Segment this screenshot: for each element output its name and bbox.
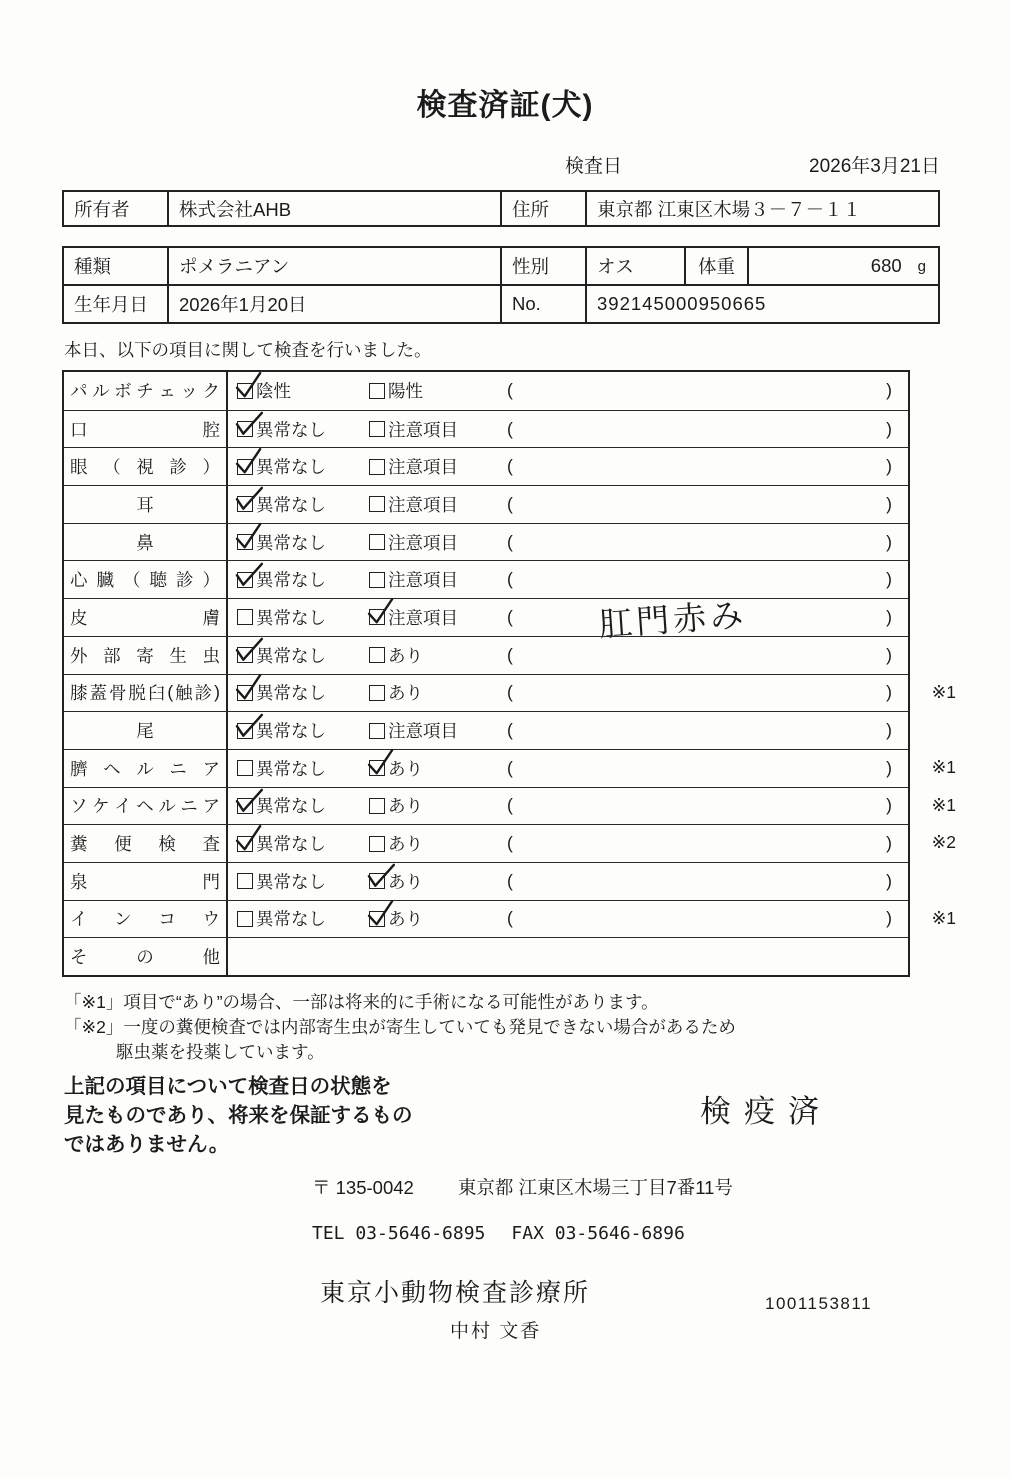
paren-close: ) xyxy=(886,456,892,477)
checkbox xyxy=(369,572,385,588)
exam-option-1-label: 異常なし xyxy=(256,532,326,553)
checkbox xyxy=(369,459,385,475)
id-number-value: 392145000950665 xyxy=(585,286,938,322)
exam-option-2-label: 注意項目 xyxy=(388,607,458,628)
check-mark-icon xyxy=(232,485,264,513)
paren-close: ) xyxy=(886,795,892,816)
checkbox xyxy=(237,459,253,475)
exam-row xyxy=(64,485,908,523)
paren-open: ( xyxy=(507,757,513,778)
paren-close: ) xyxy=(886,380,892,401)
exam-item-label: ソ ケ イ ヘ ル ニ ア xyxy=(64,788,228,825)
exam-row-content xyxy=(228,561,908,598)
check-mark-icon xyxy=(232,561,264,589)
exam-option-1 xyxy=(237,567,369,592)
weight-label: 体重 xyxy=(684,248,747,284)
checkbox xyxy=(237,647,253,663)
paren-close: ) xyxy=(886,644,892,665)
exam-row xyxy=(64,372,908,410)
paren-close: ) xyxy=(886,531,892,552)
paren-close: ) xyxy=(886,833,892,854)
footnote-1: 「※1」項目で“あり”の場合、一部は将来的に手術になる可能性があります。 xyxy=(64,992,659,1012)
exam-option-1-label: 異常なし xyxy=(256,758,326,779)
breed-value: ポメラニアン xyxy=(167,248,500,284)
exam-remarks-field xyxy=(507,380,908,401)
exam-option-1 xyxy=(237,492,369,517)
exam-option-2-label: 注意項目 xyxy=(388,494,458,515)
paren-open: ( xyxy=(507,606,513,627)
exam-remarks-field xyxy=(507,682,908,703)
birthdate-value: 2026年1月20日 xyxy=(167,286,500,322)
pet-table-row1 xyxy=(62,246,940,286)
checkbox xyxy=(237,383,253,399)
exam-option-2-label: あり xyxy=(388,796,423,817)
disclaimer-line-2: 見たものであり、将来を保証するもの xyxy=(64,1104,413,1127)
exam-option-2-label: 注意項目 xyxy=(388,570,458,591)
exam-remarks-field xyxy=(507,569,908,590)
exam-option-1 xyxy=(237,605,369,630)
clinic-tel: TEL 03-5646-6895 xyxy=(312,1223,486,1244)
exam-option-2-label: あり xyxy=(388,758,423,779)
exam-option-2 xyxy=(369,793,507,818)
clinic-postal-code: 〒 135-0042 xyxy=(312,1177,414,1198)
exam-option-1 xyxy=(237,378,369,403)
exam-option-1 xyxy=(237,643,369,668)
checkbox xyxy=(369,647,385,663)
exam-row-content xyxy=(228,524,908,561)
paren-open: ( xyxy=(507,682,513,703)
exam-option-2-label: あり xyxy=(388,645,423,666)
inspection-date-row xyxy=(62,151,940,177)
paren-close: ) xyxy=(886,569,892,590)
exam-option-2 xyxy=(369,643,507,668)
exam-option-1-label: 異常なし xyxy=(256,721,326,742)
exam-option-1-label: 異常なし xyxy=(256,683,326,704)
birthdate-label: 生年月日 xyxy=(74,294,149,315)
exam-option-1 xyxy=(237,454,369,479)
owner-value: 株式会社AHB xyxy=(167,192,500,225)
checkbox xyxy=(369,685,385,701)
owner-address-value: 東京都 江東区木場３－７－１１ xyxy=(585,192,938,225)
checkbox xyxy=(237,760,253,776)
footnotes xyxy=(64,990,1010,1065)
exam-footnote-mark: ※1 xyxy=(931,907,956,928)
exam-row xyxy=(64,595,908,644)
checkbox xyxy=(237,609,253,625)
exam-remarks-field xyxy=(507,720,908,741)
checkbox xyxy=(237,534,253,550)
clinic-fax: FAX 03-5646-6896 xyxy=(511,1223,685,1244)
exam-row-content xyxy=(228,372,908,410)
exam-row-content xyxy=(228,901,908,938)
exam-option-2 xyxy=(369,417,507,442)
exam-row-content xyxy=(228,712,908,749)
inspection-date-label: 検査日 xyxy=(565,156,623,177)
exam-remarks-field xyxy=(507,871,908,892)
exam-option-2 xyxy=(369,454,507,479)
exam-option-1 xyxy=(237,680,369,705)
quarantine-done-stamp: 検疫済 xyxy=(700,1094,832,1129)
exam-option-1-label: 異常なし xyxy=(256,909,326,930)
exam-option-1 xyxy=(237,906,369,931)
owner-address-label: 住所 xyxy=(500,192,585,225)
exam-row xyxy=(64,636,908,674)
exam-item-label: 膝 蓋 骨 脱 臼 ( 触 診 ) xyxy=(64,675,228,712)
exam-remarks-field xyxy=(507,758,908,779)
check-mark-icon xyxy=(232,448,264,476)
exam-row xyxy=(64,937,908,975)
exam-row xyxy=(64,711,908,749)
exam-item-label: 皮 膚 xyxy=(64,599,228,636)
exam-option-2 xyxy=(369,492,507,517)
paren-open: ( xyxy=(507,870,513,891)
check-mark-icon xyxy=(232,825,264,853)
exam-remarks-field xyxy=(507,908,908,929)
check-mark-icon xyxy=(364,862,396,890)
exam-row-content xyxy=(228,788,908,825)
checkbox xyxy=(369,760,385,776)
paren-close: ) xyxy=(886,606,892,627)
exam-option-2 xyxy=(369,378,507,403)
exam-option-1-label: 異常なし xyxy=(256,607,326,628)
paren-close: ) xyxy=(886,493,892,514)
exam-row xyxy=(64,824,956,862)
owner-table xyxy=(62,190,940,227)
exam-row-content xyxy=(228,675,908,712)
exam-option-1 xyxy=(237,417,369,442)
paren-open: ( xyxy=(507,456,513,477)
exam-remarks-field xyxy=(507,595,908,644)
paren-open: ( xyxy=(507,531,513,552)
exam-option-1-label: 異常なし xyxy=(256,871,326,892)
exam-option-1-label: 異常なし xyxy=(256,796,326,817)
exam-row-content xyxy=(228,411,908,448)
check-mark-icon xyxy=(364,900,396,928)
checkbox xyxy=(369,723,385,739)
paren-close: ) xyxy=(886,908,892,929)
exam-option-2 xyxy=(369,718,507,743)
exam-option-1-label: 異常なし xyxy=(256,494,326,515)
checkbox xyxy=(369,496,385,512)
exam-row xyxy=(64,900,956,938)
checkbox xyxy=(237,911,253,927)
exam-item-label: 臍 ヘ ル ニ ア xyxy=(64,750,228,787)
exam-item-label: 眼 （ 視 診 ） xyxy=(64,448,228,485)
paren-close: ) xyxy=(886,682,892,703)
exam-option-2 xyxy=(369,831,507,856)
exam-row-content xyxy=(228,863,908,900)
exam-option-1 xyxy=(237,718,369,743)
exam-option-1-label: 異常なし xyxy=(256,645,326,666)
checkbox xyxy=(369,911,385,927)
clinic-address-row xyxy=(312,1174,1010,1200)
checkbox xyxy=(369,609,385,625)
exam-row xyxy=(64,523,908,561)
exam-option-2-label: 陽性 xyxy=(388,381,423,402)
checkbox xyxy=(369,798,385,814)
paren-close: ) xyxy=(886,418,892,439)
exam-option-2-label: あり xyxy=(388,871,423,892)
exam-footnote-mark: ※1 xyxy=(931,681,956,702)
exam-row-content xyxy=(228,938,908,975)
paren-open: ( xyxy=(507,908,513,929)
sex-value: オス xyxy=(585,248,684,284)
checkbox xyxy=(369,534,385,550)
paren-open: ( xyxy=(507,493,513,514)
exam-option-1-label: 異常なし xyxy=(256,834,326,855)
footnote-2-continued: 駆虫薬を投薬しています。 xyxy=(116,1042,325,1062)
exam-footnote-mark: ※1 xyxy=(931,794,956,815)
check-mark-icon xyxy=(364,598,396,626)
clinic-name: 東京小動物検査診療所 xyxy=(320,1279,591,1307)
exam-option-2-label: 注意項目 xyxy=(388,419,458,440)
exam-remarks-field xyxy=(507,456,908,477)
clinic-address: 東京都 江東区木場三丁目7番11号 xyxy=(457,1177,733,1198)
exam-row xyxy=(64,674,956,712)
id-number-label: No. xyxy=(500,286,585,322)
exam-item-label: 心 臓 （ 聴 診 ） xyxy=(64,561,228,598)
inspection-date-value: 2026年3月21日 xyxy=(809,156,940,177)
checkbox xyxy=(237,572,253,588)
exam-remarks-field xyxy=(507,645,908,666)
veterinarian-name: 中村 文香 xyxy=(450,1321,542,1342)
exam-row-content xyxy=(228,637,908,674)
pet-table-row2 xyxy=(62,286,940,324)
exam-footnote-mark: ※2 xyxy=(931,832,956,853)
check-mark-icon xyxy=(232,712,264,740)
checkbox xyxy=(369,836,385,852)
weight-number: 680 xyxy=(870,255,902,276)
exam-option-2-label: 注意項目 xyxy=(388,457,458,478)
exam-option-2-label: あり xyxy=(388,834,423,855)
paren-open: ( xyxy=(507,644,513,665)
paren-close: ) xyxy=(886,757,892,778)
exam-remarks-field xyxy=(507,419,908,440)
exam-row xyxy=(64,560,908,598)
exam-item-label: 外 部 寄 生 虫 xyxy=(64,637,228,674)
exam-row xyxy=(64,447,908,485)
checkbox xyxy=(369,873,385,889)
exam-option-2-label: 注意項目 xyxy=(388,532,458,553)
exam-row xyxy=(64,410,908,448)
exam-option-2-label: あり xyxy=(388,683,423,704)
paren-open: ( xyxy=(507,720,513,741)
exam-option-2 xyxy=(369,756,507,781)
breed-label: 種類 xyxy=(74,256,112,277)
paren-close: ) xyxy=(886,870,892,891)
paren-open: ( xyxy=(507,380,513,401)
exam-option-1 xyxy=(237,793,369,818)
disclaimer-line-3: ではありません。 xyxy=(64,1133,230,1156)
exam-option-2 xyxy=(369,680,507,705)
paren-open: ( xyxy=(507,795,513,816)
exam-option-2-label: あり xyxy=(388,909,423,930)
exam-remarks-field xyxy=(507,795,908,816)
check-mark-icon xyxy=(232,410,264,438)
exam-item-label: 口 腔 xyxy=(64,411,228,448)
handwritten-remark: 肛門赤み xyxy=(598,595,749,644)
intro-text: 本日、以下の項目に関して検査を行いました。 xyxy=(64,340,432,360)
exam-option-1 xyxy=(237,756,369,781)
exam-item-label: イ ン コ ウ xyxy=(64,901,228,938)
exam-item-label: パ ル ボ チ ェ ッ ク xyxy=(64,372,228,410)
exam-option-1 xyxy=(237,831,369,856)
exam-row-content xyxy=(228,595,908,644)
exam-row-content xyxy=(228,750,908,787)
paren-open: ( xyxy=(507,569,513,590)
exam-remarks-field xyxy=(507,833,908,854)
exam-option-1-label: 異常なし xyxy=(256,570,326,591)
exam-remarks-field xyxy=(507,494,908,515)
exam-item-label: 尾 xyxy=(64,712,228,749)
exam-option-1-label: 異常なし xyxy=(256,457,326,478)
exam-row xyxy=(64,787,956,825)
clinic-contact-row xyxy=(312,1223,1010,1244)
weight-unit: g xyxy=(917,257,926,275)
check-mark-icon xyxy=(364,749,396,777)
checkbox xyxy=(237,685,253,701)
paren-open: ( xyxy=(507,418,513,439)
check-mark-icon xyxy=(232,636,264,664)
checkbox xyxy=(237,421,253,437)
exam-option-2 xyxy=(369,530,507,555)
exam-item-label: そ の 他 xyxy=(64,938,228,975)
exam-footnote-mark: ※1 xyxy=(931,756,956,777)
exam-option-1-label: 陰性 xyxy=(256,381,291,402)
checkbox xyxy=(369,383,385,399)
checkbox xyxy=(237,836,253,852)
exam-row xyxy=(64,749,956,787)
exam-row-content xyxy=(228,448,908,485)
owner-label: 所有者 xyxy=(74,198,130,220)
exam-option-2 xyxy=(369,605,507,630)
check-mark-icon xyxy=(232,523,264,551)
exam-item-label: 糞 便 検 査 xyxy=(64,825,228,862)
exam-option-1 xyxy=(237,530,369,555)
exam-row-content xyxy=(228,486,908,523)
serial-number: 1001153811 xyxy=(765,1294,873,1313)
checkbox xyxy=(237,723,253,739)
exam-option-2 xyxy=(369,869,507,894)
checkbox xyxy=(237,496,253,512)
exam-option-1 xyxy=(237,869,369,894)
exam-row xyxy=(64,862,908,900)
exam-item-label: 鼻 xyxy=(64,524,228,561)
check-mark-icon xyxy=(232,674,264,702)
exam-remarks-field xyxy=(507,532,908,553)
checkbox xyxy=(237,873,253,889)
exam-option-2-label: 注意項目 xyxy=(388,721,458,742)
exam-item-label: 泉 門 xyxy=(64,863,228,900)
paren-open: ( xyxy=(507,833,513,854)
page-title: 検査済証(犬) xyxy=(416,89,594,122)
weight-value xyxy=(747,248,938,284)
check-mark-icon xyxy=(232,787,264,815)
footnote-2: 「※2」一度の糞便検査では内部寄生虫が寄生していても発見できない場合があるため xyxy=(64,1017,736,1037)
exam-table xyxy=(62,370,956,977)
exam-row-content xyxy=(228,825,908,862)
disclaimer-line-1: 上記の項目について検査日の状態を xyxy=(64,1075,392,1098)
exam-item-label: 耳 xyxy=(64,486,228,523)
check-mark-icon xyxy=(232,372,264,400)
paren-close: ) xyxy=(886,720,892,741)
exam-option-2 xyxy=(369,567,507,592)
exam-option-1-label: 異常なし xyxy=(256,419,326,440)
checkbox xyxy=(369,421,385,437)
disclaimer xyxy=(64,1072,1010,1159)
checkbox xyxy=(237,798,253,814)
sex-label: 性別 xyxy=(500,248,585,284)
exam-option-2 xyxy=(369,906,507,931)
